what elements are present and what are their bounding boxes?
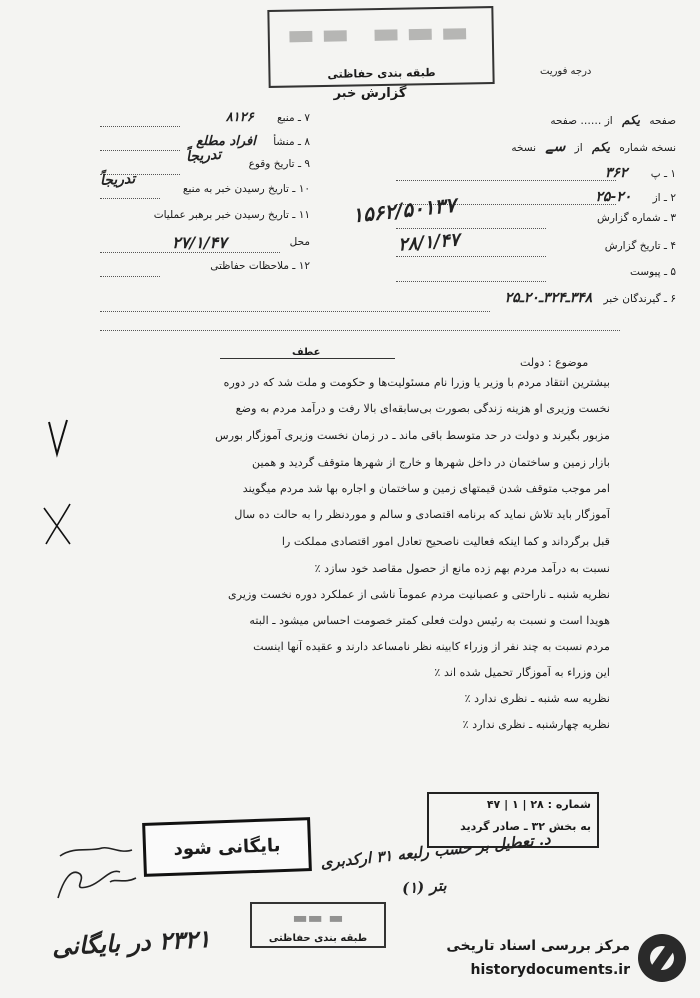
dotline-8a	[100, 150, 180, 151]
body-line-11: مردم نسبت به چند نفر از وزراء کابینه نظر نامساعد دارند و عقیده آنها اینست	[253, 640, 610, 653]
checkmark-icon	[47, 418, 69, 458]
field-page: صفحه یکم از …… صفحه	[550, 113, 676, 127]
handwritten-note-2: بتر (۱)	[401, 876, 448, 898]
dotline-7a	[100, 126, 180, 127]
body-line-8: نسبت به درآمد مردم بهم زده مانع از حصول مقاصد خود سازد ٪	[314, 562, 610, 575]
archive-stamp-text: بایگانی شود	[173, 834, 281, 860]
body-line-6: آموزگار باید تلاش نماید که برنامه اقتصادی و سالم و موردنظر را به حالت ده سال	[234, 508, 610, 521]
field-4: ۴ ـ تاریخ گزارش	[604, 240, 676, 252]
field-copy-number: نسخه شماره یکم از سے نسخه	[511, 139, 676, 155]
watermark-org: مرکز بررسی اسناد تاریخی	[446, 938, 630, 954]
body-line-9: نظریه شنبه ـ ناراحتی و عصبانیت مردم عموماً ناشی از عملکرد دوره نخست وزیری	[227, 588, 610, 601]
field-2: ۲ ـ از ۲۰-۲۵	[595, 189, 676, 205]
body-line-14: نظریه چهارشنبه ـ نظری ندارد ٪	[462, 718, 610, 731]
handwritten-note-1: د. تعطیل بر حسب رلبعه ۳۱ ارکدبری	[319, 829, 552, 873]
body-line-3: مزبور بگیرند و دولت در حد متوسط باقی ماند ـ در زمان نخست وزیری آموزگار بورس	[215, 429, 610, 442]
field-1: ۱ ـ پ ۳۶۲	[604, 165, 676, 181]
handwritten-archive-number: ۲۳۲۱ در بایگانی	[51, 923, 212, 962]
field-10-handwritten: تدریجاً	[99, 171, 136, 189]
dotline-5	[396, 281, 546, 282]
bottom-stamp-scribble: ▬ ▬▬	[292, 908, 344, 927]
dotline-loc	[100, 252, 280, 253]
bottom-stamp-label: طبقه بندی حفاظتی	[268, 933, 368, 944]
dotline-4	[396, 256, 546, 257]
receipt-line-1: شماره : ۲۸ | ۱ | ۴۷	[486, 798, 591, 811]
urgency-label: درجه فوریت	[540, 66, 592, 77]
top-stamp-label: طبقه بندی حفاظتی	[327, 66, 436, 81]
dotline-1	[396, 180, 616, 181]
dotline-7	[100, 330, 620, 331]
dotline-3	[396, 228, 546, 229]
field-location: محل	[289, 236, 310, 248]
body-line-2: نخست وزیری او هزینه زندگی بصورت بی‌سابقه‌ای بالا رفت و درآمد مردم به وضع	[235, 402, 610, 415]
bottom-classification-stamp	[250, 902, 386, 948]
field-6: ۶ ـ گیرندگان خبر ۳۴۸ـ۳۲۴ـ۲۰ـ۲۵	[504, 290, 676, 306]
dotline-6	[100, 311, 490, 312]
location-date-handwritten: ۲۷/۱/۴۷	[172, 233, 227, 252]
body-line-13: نظریه سه شنبه ـ نظری ندارد ٪	[464, 692, 610, 705]
reference-label: عطف	[292, 347, 321, 358]
cross-mark-icon	[40, 500, 76, 550]
field-12-remarks: ۱۲ ـ ملاحظات حفاظتی	[210, 260, 310, 272]
dotline-12a	[100, 276, 160, 277]
subject-line: موضوع : دولت	[520, 356, 589, 369]
watermark-logo-icon	[638, 934, 686, 982]
report-date-handwritten: ۲۸/۱/۴۷	[397, 229, 461, 256]
reference-line	[220, 358, 395, 359]
body-line-4: بازار زمین و ساختمان در داخل شهرها و خارج از شهرها متوقف گردید و همین	[251, 456, 610, 469]
field-3: ۳ ـ شماره گزارش	[597, 212, 676, 224]
report-title: گزارش خبر	[333, 86, 407, 101]
field-7-source: ۷ ـ منبع ۸۱۲۶	[225, 110, 310, 125]
field-9-date: ۹ ـ تاریخ وقوع	[248, 158, 310, 170]
field-9-handwritten: تدریجاً	[185, 146, 222, 166]
dotline-10a	[100, 198, 160, 199]
body-line-5: امر موجب متوقف شدن قیمتهای زمین و ساختمان و اجاره بها شد مردم میگویند	[242, 482, 610, 495]
body-line-7: قبل برگرداند و کما اینکه فعالیت ناصحیح تعادل امور اقتصادی مملکت را	[281, 535, 610, 548]
body-line-1: بیشترین انتقاد مردم با وزیر یا وزرا نام مسئولیت‌ها و حکومت و ملت شد که در دوره	[223, 376, 610, 389]
field-11-date: ۱۱ ـ تاریخ رسیدن خبر برهبر عملیات	[153, 209, 310, 221]
report-number-handwritten: ۱۵۶۲/۵۰۱۳۷	[351, 192, 457, 228]
field-5: ۵ ـ پیوست	[629, 266, 676, 278]
field-8-origin: ۸ ـ منشأ افراد مطلع	[196, 134, 310, 149]
watermark-url: historydocuments.ir	[470, 962, 630, 978]
body-line-12: این وزراء به آموزگار تحمیل شده اند ٪	[434, 666, 610, 679]
signature-icon	[50, 838, 140, 908]
top-classification-stamp	[267, 6, 494, 88]
stamp-scribble: ▬▬ ▬▬▬	[286, 14, 476, 53]
field-10-date: ۱۰ ـ تاریخ رسیدن خبر به منبع	[182, 183, 310, 195]
archive-stamp	[142, 817, 312, 877]
receipt-line-2: به بخش ۳۲ ـ صادر گردید	[460, 820, 591, 833]
body-line-10: هویدا است و نسبت به رئیس دولت فعلی کمتر خصومت احساس میشود ـ البته	[249, 614, 610, 627]
